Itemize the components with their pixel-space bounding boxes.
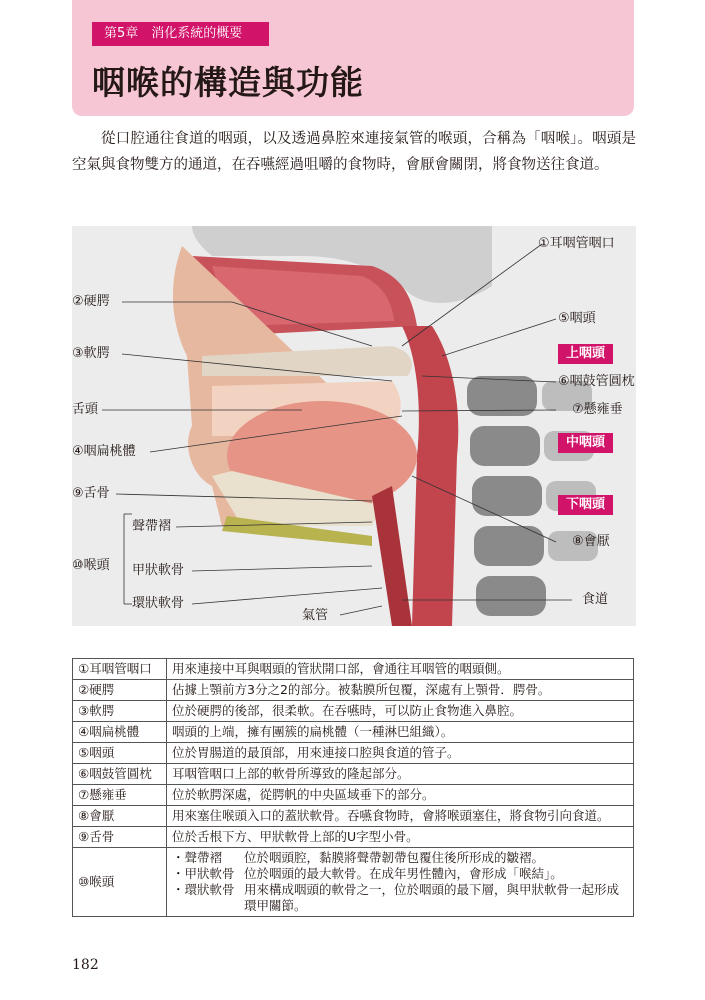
- label-epiglottis: ⑧會厭: [572, 534, 610, 549]
- term-cell: ④咽扁桃體: [73, 722, 167, 743]
- label-soft-palate: ③軟腭: [72, 346, 110, 361]
- label-uvula: ⑦懸雍垂: [572, 402, 623, 417]
- table-row: [73, 806, 634, 827]
- label-hard-palate: ②硬腭: [72, 294, 110, 309]
- term-cell: ⑦懸雍垂: [73, 785, 167, 806]
- label-laryngopharynx: 下咽頭: [558, 495, 613, 515]
- label-cricoid-cartilage: 環狀軟骨: [132, 596, 185, 611]
- table-row: [73, 827, 634, 848]
- description-cell: 用來塞住喉頭入口的蓋狀軟骨。吞嚥食物時，會將喉頭塞住，將食物引向食道。: [167, 806, 634, 827]
- label-larynx: ⑩喉頭: [72, 558, 110, 573]
- label-torus-tubarius: ⑥咽鼓管圓枕: [558, 374, 635, 389]
- description-cell: 位於硬腭的後部，很柔軟。在吞嚥時，可以防止食物進入鼻腔。: [167, 701, 634, 722]
- subitem-desc: 位於咽頭腔，黏膜將聲帶韌帶包覆住後所形成的皺褶。: [244, 850, 545, 865]
- intro-paragraph: 從口腔通往食道的咽頭，以及透過鼻腔來連接氣管的喉頭，合稱為「咽喉」。咽頭是空氣與食物雙方的通道，在吞嚥經過咀嚼的食物時，會厭會關閉，將食物送往食道。: [72, 131, 636, 173]
- description-cell: 用來連接中耳與咽頭的管狀開口部，會通往耳咽管的咽頭側。: [167, 659, 634, 680]
- chapter-tag: 第5章 消化系統的概要: [92, 22, 269, 46]
- larynx-subitem: [172, 882, 628, 914]
- subitem-desc: 用來構成咽頭的軟骨之一，位於咽頭的最下層，與甲狀軟骨一起形成環甲關節。: [244, 882, 620, 913]
- description-cell: 咽頭的上端，擁有團簇的扁桃體（一種淋巴組織）。: [167, 722, 634, 743]
- description-cell: 佔據上顎前方3分之2的部分。被黏膜所包覆，深處有上顎骨．腭骨。: [167, 680, 634, 701]
- table-row: [73, 848, 634, 917]
- table-row: [73, 785, 634, 806]
- label-hyoid: ⑨舌骨: [72, 486, 110, 501]
- label-tongue: 舌頭: [72, 402, 99, 417]
- label-nasopharynx: 上咽頭: [558, 344, 613, 364]
- pharynx-anatomy-figure: [72, 226, 636, 626]
- label-pharynx: ⑤咽頭: [558, 311, 596, 326]
- description-cell: 位於胃腸道的最頂部，用來連接口腔與食道的管子。: [167, 743, 634, 764]
- table-row: [73, 743, 634, 764]
- label-pharyngeal-tonsil: ④咽扁桃體: [72, 444, 136, 459]
- term-cell: ⑨舌骨: [73, 827, 167, 848]
- larynx-subitem: [172, 866, 628, 882]
- subitem-term: ・聲帶褶: [172, 850, 223, 865]
- subitem-term: ・甲狀軟骨: [172, 866, 235, 881]
- larynx-subitem: [172, 850, 628, 866]
- term-cell: ⑥咽鼓管圓枕: [73, 764, 167, 785]
- table-row: [73, 680, 634, 701]
- description-cell: 耳咽管咽口上部的軟骨所導致的隆起部分。: [167, 764, 634, 785]
- term-cell: ⑩喉頭: [73, 848, 167, 917]
- term-cell: ⑤咽頭: [73, 743, 167, 764]
- glossary-table: [72, 658, 634, 917]
- label-trachea: 氣管: [302, 608, 329, 623]
- table-row: [73, 722, 634, 743]
- page-title: 咽喉的構造與功能: [92, 63, 364, 102]
- term-cell: ③軟腭: [73, 701, 167, 722]
- subitem-desc: 位於咽頭的最大軟骨。在成年男性體內，會形成「喉結」。: [244, 866, 563, 881]
- table-row: [73, 764, 634, 785]
- label-eustachian-opening: ①耳咽管咽口: [538, 236, 615, 251]
- page-number: 182: [72, 957, 99, 973]
- label-esophagus: 食道: [582, 592, 609, 607]
- table-row: [73, 659, 634, 680]
- term-cell: ①耳咽管咽口: [73, 659, 167, 680]
- label-vocal-fold: 聲帶褶: [132, 519, 172, 534]
- subitem-term: ・環狀軟骨: [172, 882, 235, 897]
- term-cell: ⑧會厭: [73, 806, 167, 827]
- larynx-detail-cell: [167, 848, 634, 917]
- label-oropharynx: 中咽頭: [558, 433, 613, 453]
- table-row: [73, 701, 634, 722]
- description-cell: 位於舌根下方、甲狀軟骨上部的U字型小骨。: [167, 827, 634, 848]
- description-cell: 位於軟腭深處，從腭帆的中央區域垂下的部分。: [167, 785, 634, 806]
- label-thyroid-cartilage: 甲狀軟骨: [132, 563, 185, 578]
- term-cell: ②硬腭: [73, 680, 167, 701]
